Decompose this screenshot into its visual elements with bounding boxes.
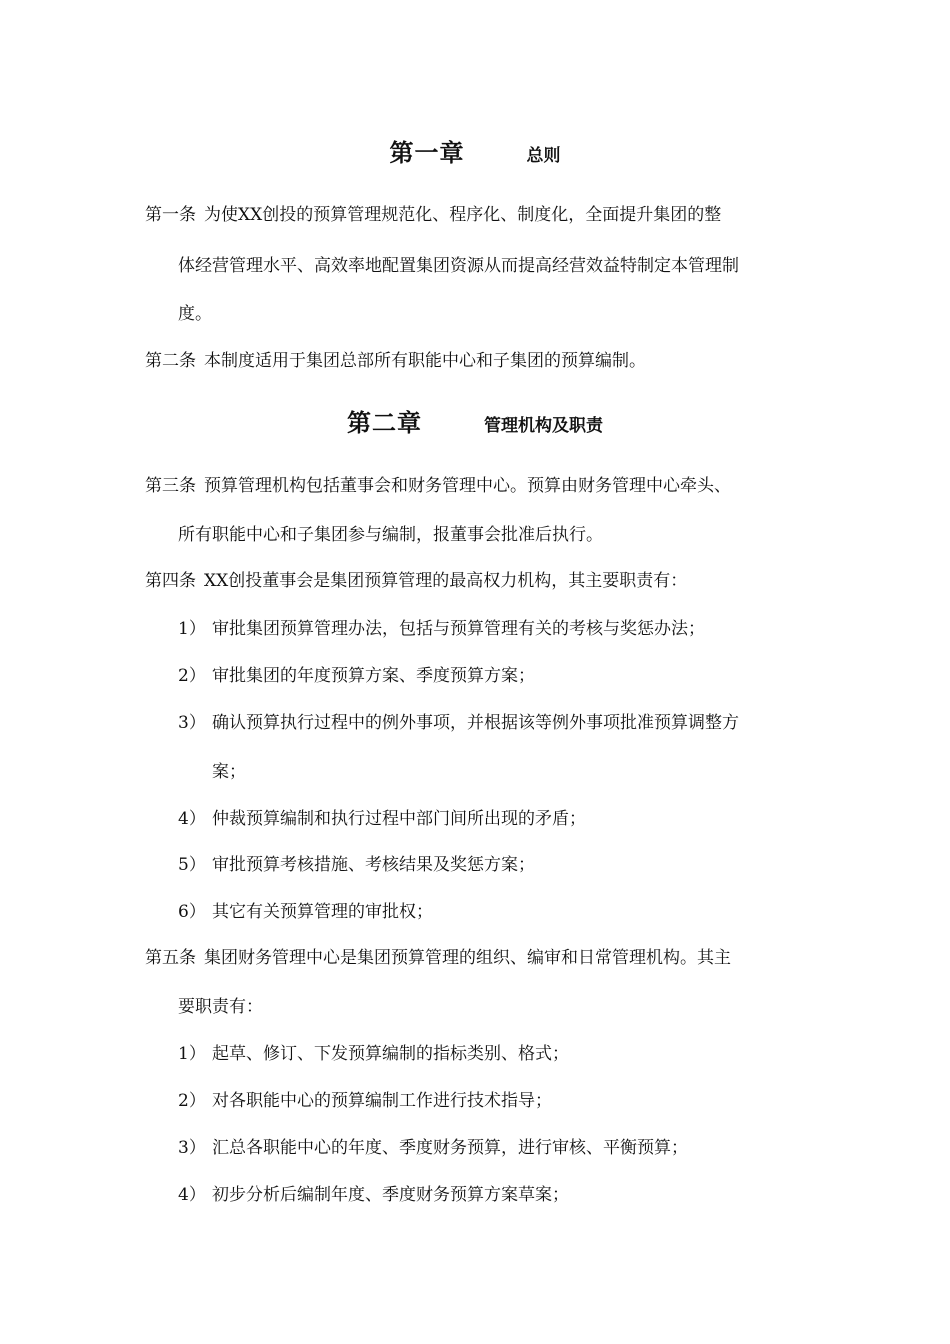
article-text: 度。 — [178, 304, 212, 324]
list-item — [178, 850, 858, 880]
list-marker: 2） — [178, 666, 206, 686]
article-text: 本制度适用于集团总部所有职能中心和子集团的预算编制。 — [204, 351, 646, 371]
article-line — [145, 346, 825, 376]
list-item — [178, 804, 858, 834]
chapter-heading — [0, 133, 950, 173]
list-marker: 6） — [178, 902, 206, 922]
chapter-title: 管理机构及职责 — [484, 416, 603, 436]
list-item — [178, 661, 858, 691]
list-item-text: 确认预算执行过程中的例外事项，并根据该等例外事项批准预算调整方 — [212, 713, 739, 733]
article-text: 预算管理机构包括董事会和财务管理中心。预算由财务管理中心牵头、 — [204, 476, 731, 496]
article-line — [178, 299, 858, 329]
list-item-text: 仲裁预算编制和执行过程中部门间所出现的矛盾； — [212, 809, 586, 829]
article-text: XX创投董事会是集团预算管理的最高权力机构，其主要职责有： — [204, 571, 688, 591]
article-line — [178, 251, 858, 281]
list-item-text: 汇总各职能中心的年度、季度财务预算，进行审核、平衡预算； — [212, 1138, 688, 1158]
article-line — [145, 566, 825, 596]
list-item-text: 审批集团的年度预算方案、季度预算方案； — [212, 666, 535, 686]
list-item — [178, 1086, 858, 1116]
chapter-number: 第一章 — [389, 139, 465, 167]
article-line — [145, 943, 825, 973]
list-item-text: 审批预算考核措施、考核结果及奖惩方案； — [212, 855, 535, 875]
article-label: 第二条 — [145, 351, 196, 371]
list-marker: 4） — [178, 1185, 206, 1205]
list-item-text: 初步分析后编制年度、季度财务预算方案草案； — [212, 1185, 569, 1205]
chapter-number: 第二章 — [347, 409, 422, 437]
article-text: 集团财务管理中心是集团预算管理的组织、编审和日常管理机构。其主 — [204, 948, 731, 968]
article-line — [145, 471, 825, 501]
article-text: 所有职能中心和子集团参与编制，报董事会批准后执行。 — [178, 525, 603, 545]
list-item — [178, 614, 858, 644]
article-text: 要职责有： — [178, 997, 263, 1017]
article-text: 体经营管理水平、高效率地配置集团资源从而提高经营效益特制定本管理制 — [178, 256, 739, 276]
article-text: 为使XX创投的预算管理规范化、程序化、制度化，全面提升集团的整 — [204, 205, 722, 225]
article-label: 第五条 — [145, 948, 196, 968]
list-item — [178, 1133, 858, 1163]
list-item-text: 案； — [212, 762, 246, 782]
article-label: 第三条 — [145, 476, 196, 496]
article-line — [178, 992, 858, 1022]
list-marker: 4） — [178, 809, 206, 829]
article-label: 第一条 — [145, 205, 196, 225]
list-item — [178, 708, 858, 738]
article-label: 第四条 — [145, 571, 196, 591]
article-line — [178, 520, 858, 550]
list-item-text: 其它有关预算管理的审批权； — [212, 902, 433, 922]
list-item — [178, 1180, 858, 1210]
article-line — [145, 200, 825, 230]
list-item — [178, 1039, 858, 1069]
list-item-text: 起草、修订、下发预算编制的指标类别、格式； — [212, 1044, 569, 1064]
list-marker: 2） — [178, 1091, 206, 1111]
list-item-continuation — [212, 757, 892, 787]
list-marker: 3） — [178, 1138, 206, 1158]
list-marker: 3） — [178, 713, 206, 733]
list-item-text: 对各职能中心的预算编制工作进行技术指导； — [212, 1091, 552, 1111]
list-marker: 1） — [178, 619, 206, 639]
chapter-title: 总则 — [526, 146, 561, 166]
list-item-text: 审批集团预算管理办法，包括与预算管理有关的考核与奖惩办法； — [212, 619, 705, 639]
list-marker: 5） — [178, 855, 206, 875]
list-marker: 1） — [178, 1044, 206, 1064]
chapter-heading — [0, 403, 950, 443]
list-item — [178, 897, 858, 927]
